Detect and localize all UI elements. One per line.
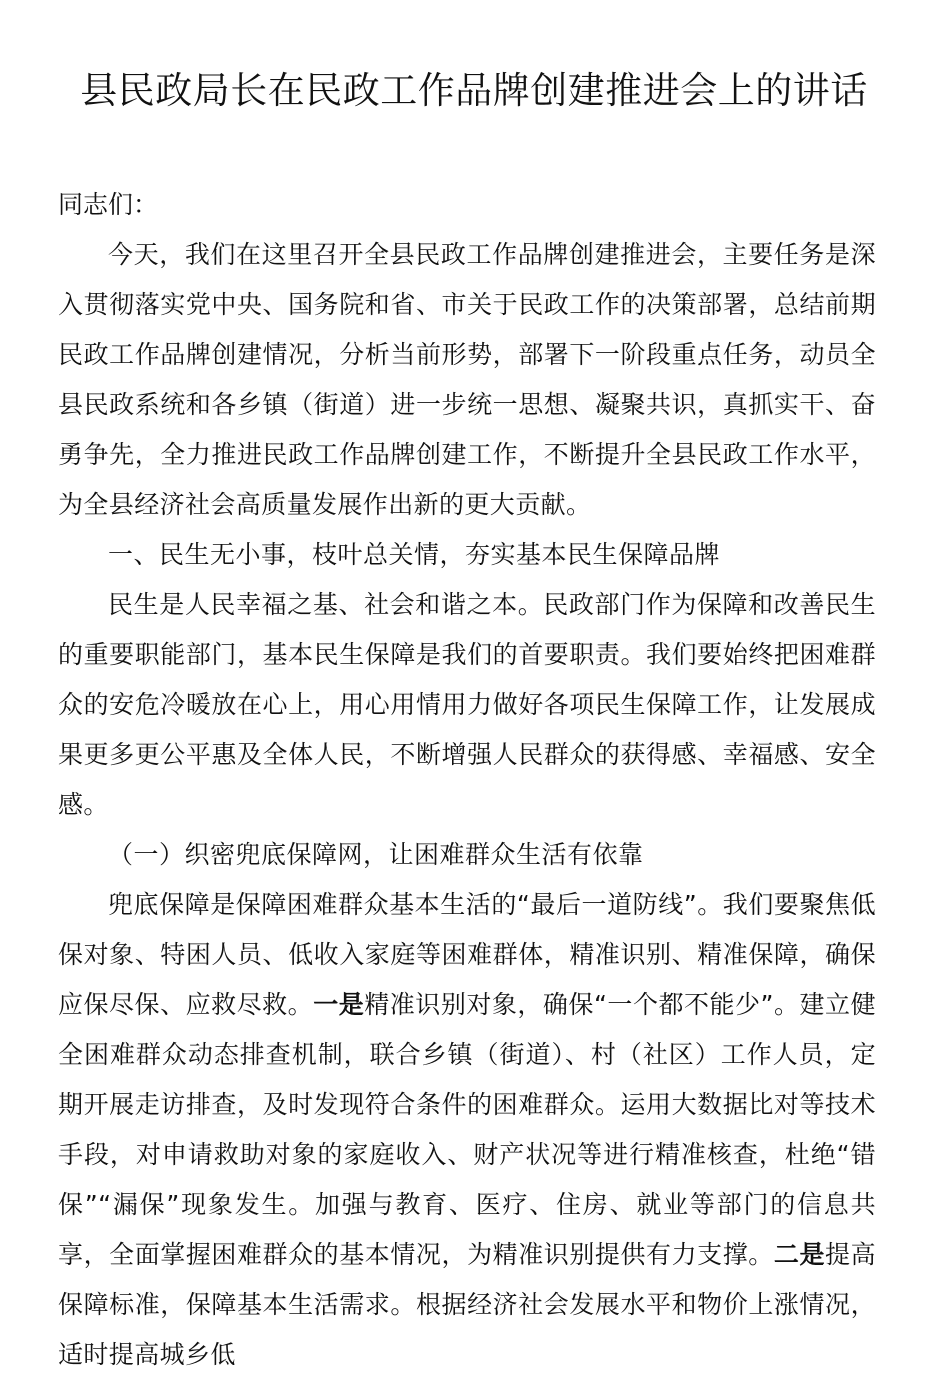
page-title: 县民政局长在民政工作品牌创建推进会上的讲话: [80, 69, 868, 112]
point-2-text: 提高保障标准，保障基本生活需求。根据经济社会发展水平和物价上涨情况，适时提高城乡低: [58, 1240, 876, 1369]
subsection-1-heading: （一）织密兜底保障网，让困难群众生活有依靠: [108, 840, 644, 869]
subsection-1-intro: 兜底保障是保障困难群众基本生活的“最后一道防线”。我们要聚焦低保对象、特困人员、低收入家庭等困难群体，精准识别、精准保障，确保应保尽保、应救尽救。: [58, 890, 876, 1019]
section-1-paragraph: 民生是人民幸福之基、社会和谐之本。民政部门作为保障和改善民生的重要职能部门，基本民生保障是我们的首要职责。我们要始终把困难群众的安危冷暖放在心上，用心用情用力做好各项民生保障工作，让发展成果更多更公平惠及全体人民，不断增强人民群众的获得感、幸福感、安全感。: [58, 590, 876, 819]
document-body: [58, 230, 876, 1380]
salutation: 同志们：: [58, 190, 159, 219]
subsection-1-paragraph: [58, 880, 876, 1380]
point-2-marker: 二是: [773, 1240, 826, 1269]
section-1-heading: 一、民生无小事，枝叶总关情，夯实基本民生保障品牌: [108, 540, 721, 569]
point-1-marker: 一是: [313, 990, 365, 1019]
intro-paragraph: 今天，我们在这里召开全县民政工作品牌创建推进会，主要任务是深入贯彻落实党中央、国务院和省、市关于民政工作的决策部署，总结前期民政工作品牌创建情况，分析当前形势，部署下一阶段重点任务，动员全县民政系统和各乡镇（街道）进一步统一思想、凝聚共识，真抓实干、奋勇争先，全力推进民政工作品牌创建工作，不断提升全县民政工作水平，为全县经济社会高质量发展作出新的更大贡献。: [58, 240, 876, 519]
point-1-text: 精准识别对象，确保“一个都不能少”。建立健全困难群众动态排查机制，联合乡镇（街道）、村（社区）工作人员，定期开展走访排查，及时发现符合条件的困难群众。运用大数据比对等技术手段，对申请救助对象的家庭收入、财产状况等进行精准核查，杜绝“错保”“漏保”现象发生。加强与教育、医疗、住房、就业等部门的信息共享，全面掌握困难群众的基本情况，为精准识别提供有力支撑。: [58, 990, 876, 1269]
